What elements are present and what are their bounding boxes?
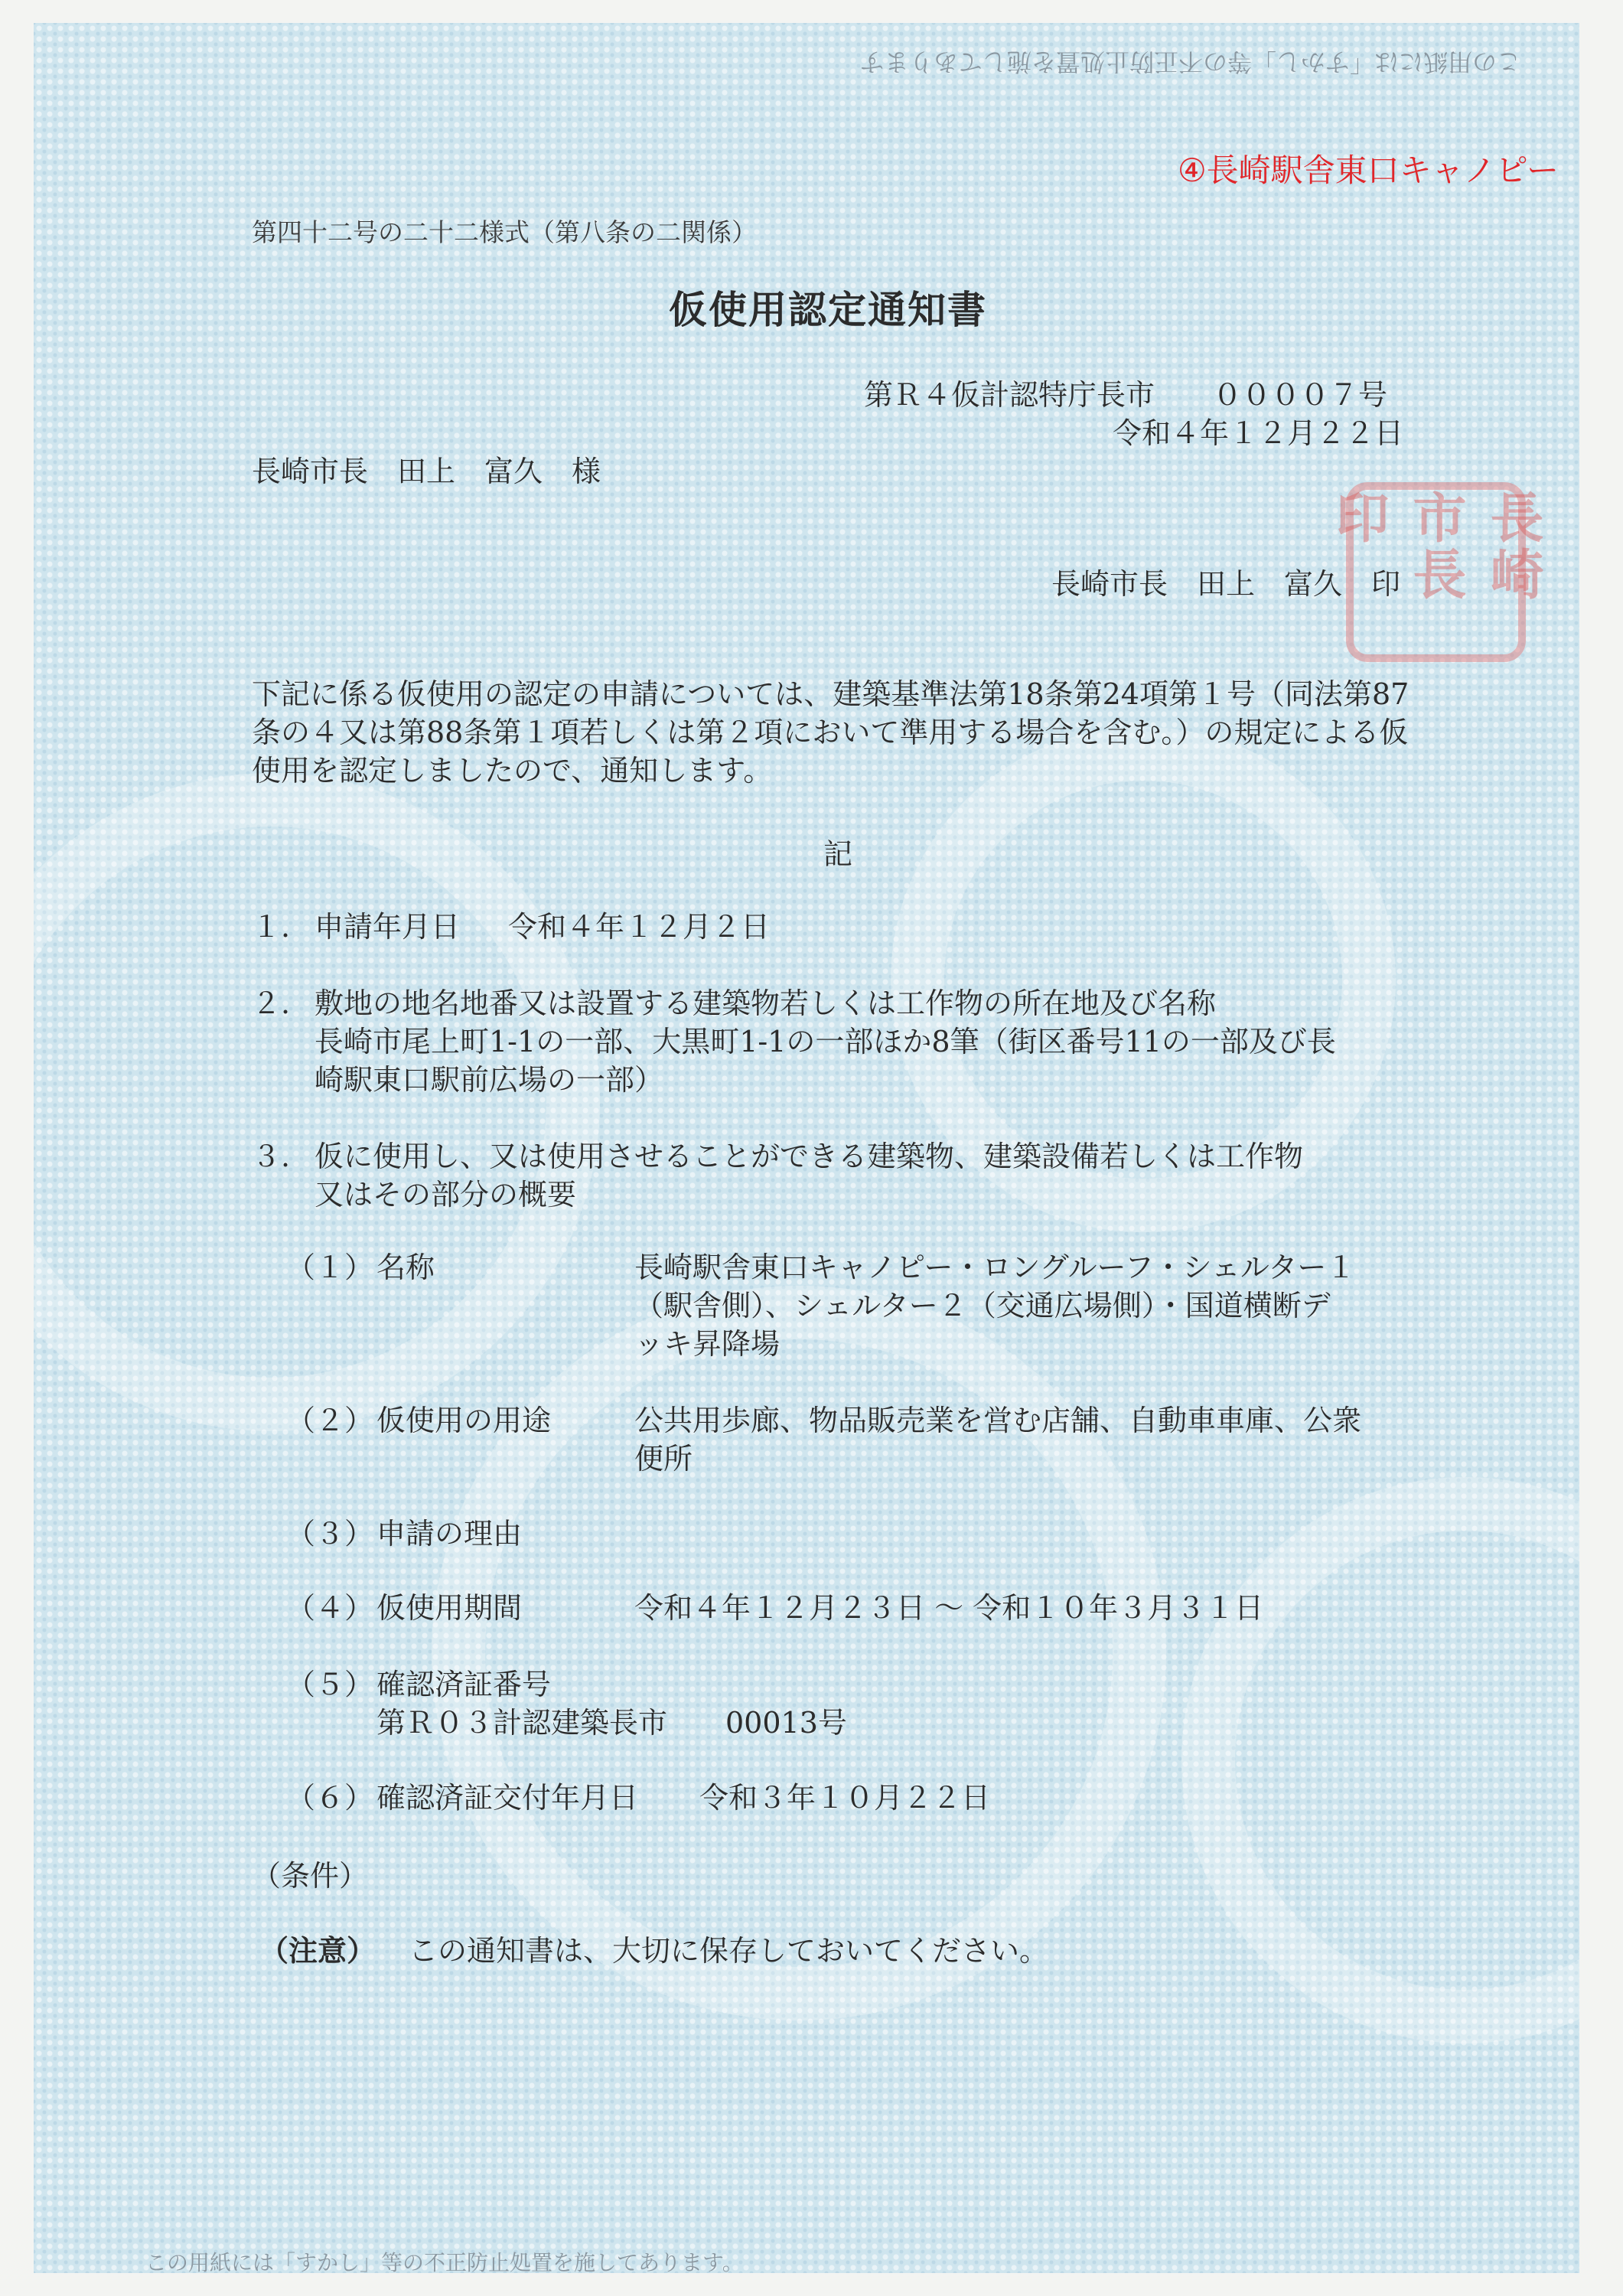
- sub-5-value-line1: 第Ｒ０３計認建築長市 00013号: [376, 1706, 847, 1740]
- sub-4-label: 仮使用期間: [376, 1591, 523, 1625]
- sub-3-number: （３）: [286, 1517, 374, 1551]
- sub-4-number: （４）: [286, 1591, 374, 1625]
- edge-notice-bottom: この用紙には「すかし」等の不正防止処置を施してあります。: [145, 2250, 744, 2275]
- intro-paragraph: 下記に係る仮使用の認定の申請については、建築基準法第18条第24項第１号（同法第87条の４又は第88条第１項若しくは第２項において準用する場合を含む。）の規定による仮使用を認定しましたので、通知します。: [252, 677, 1410, 788]
- sub-1-value-line2: （駅舎側）、シェルター２（交通広場側）・国道横断デ: [634, 1289, 1331, 1322]
- document-title: 仮使用認定通知書: [669, 287, 987, 332]
- sub-3-label: 申請の理由: [376, 1517, 523, 1551]
- item-1-value: 令和４年１２月２日: [508, 910, 771, 944]
- sub-1-number: （１）: [286, 1251, 374, 1284]
- sub-1-label: 名称: [376, 1251, 435, 1284]
- item-2-label: 敷地の地名地番又は設置する建築物若しくは工作物の所在地及び名称: [314, 987, 1217, 1020]
- conditions-label: （条件）: [252, 1859, 369, 1893]
- sub-5-number: （５）: [286, 1668, 374, 1701]
- sub-4-value-line1: 令和４年１２月２３日 ～ 令和１０年３月３１日: [634, 1591, 1264, 1625]
- sub-6-value-line1: 令和３年１０月２２日: [699, 1781, 991, 1815]
- sub-6-label: 確認済証交付年月日: [376, 1781, 639, 1815]
- sub-5-label: 確認済証番号: [376, 1668, 552, 1701]
- item-2-line3: 崎駅東口駅前広場の一部）: [314, 1063, 664, 1097]
- sub-2-value-line2: 便所: [634, 1442, 693, 1476]
- sub-2-number: （２）: [286, 1404, 374, 1437]
- corner-label: ④長崎駅舎東口キャノピー: [1178, 152, 1559, 188]
- watermark-ring: [432, 1286, 1166, 2020]
- note-text: この通知書は、大切に保存しておいてください。: [409, 1934, 1049, 1968]
- official-seal: 長崎市長印: [1346, 482, 1526, 662]
- item-2-line2: 長崎市尾上町1-1の一部、大黒町1-1の一部ほか8筆（街区番号11の一部及び長: [314, 1025, 1336, 1058]
- document-sheet: [34, 23, 1579, 2273]
- issuer: 長崎市長 田上 富久 印: [1051, 567, 1401, 601]
- reference-number: 第Ｒ４仮計認特庁長市 ００００７号: [864, 378, 1388, 412]
- note-label: （注意）: [259, 1933, 376, 1968]
- item-3-number: ３.: [252, 1140, 291, 1173]
- watermark-ring: [1181, 1477, 1579, 2043]
- sub-1-value-line3: ッキ昇降場: [634, 1327, 781, 1361]
- sub-2-value-line1: 公共用歩廊、物品販売業を営む店舗、自動車車庫、公衆: [634, 1404, 1362, 1437]
- form-number: 第四十二号の二十二様式（第八条の二関係）: [252, 217, 757, 247]
- item-2-number: ２.: [252, 987, 291, 1020]
- addressee: 長崎市長 田上 富久 様: [252, 455, 601, 488]
- item-3-line2: 又はその部分の概要: [314, 1178, 577, 1212]
- edge-notice-top: この用紙には「すかし」等の不正防止処置を施してあります: [860, 47, 1522, 77]
- ki-heading: 記: [823, 837, 853, 871]
- item-1-label: 申請年月日: [314, 910, 461, 944]
- issue-date: 令和４年１２月２２日: [1113, 416, 1404, 450]
- item-3-label: 仮に使用し、又は使用させることができる建築物、建築設備若しくは工作物: [314, 1140, 1304, 1173]
- sub-6-number: （６）: [286, 1781, 374, 1815]
- sub-1-value-line1: 長崎駅舎東口キャノピー・ロングルーフ・シェルター１: [634, 1251, 1356, 1284]
- sub-2-label: 仮使用の用途: [376, 1404, 552, 1437]
- watermark-ring: [34, 773, 600, 1431]
- item-1-number: １.: [252, 910, 291, 944]
